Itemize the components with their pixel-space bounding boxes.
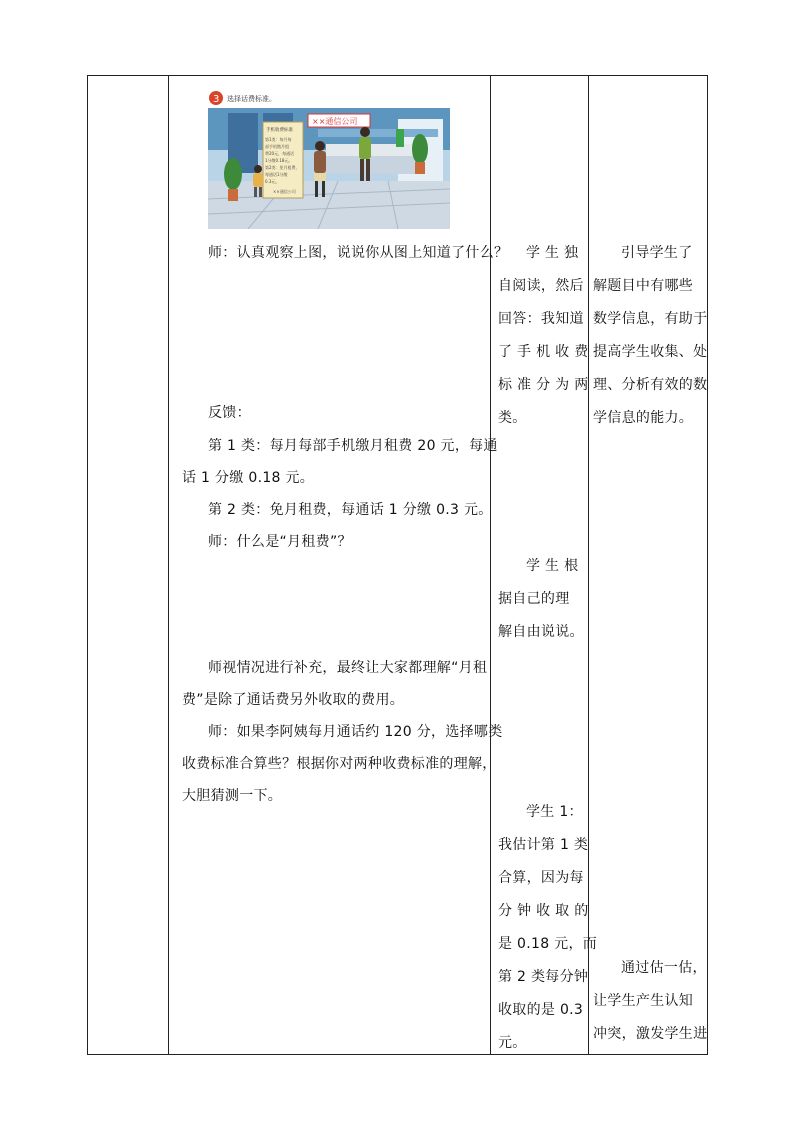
teacher-supplement-line2: 费”是除了通话费另外收取的费用。 (182, 692, 405, 708)
student-activity-cell (496, 76, 598, 1054)
svg-text:费20元，每通话: 费20元，每通话 (265, 151, 295, 156)
teacher-question-3-line1: 师：如果李阿姨每月通话约 120 分，选择哪类 (208, 724, 503, 740)
teacher-question-2: 师：什么是“月租费”？ (208, 534, 352, 550)
student-response-c-line: 元。 (498, 1035, 527, 1051)
svg-text:1分缴0.18元。: 1分缴0.18元。 (265, 158, 293, 163)
tariff-illustration (208, 89, 450, 229)
teacher-question-3-line2: 收费标准合算些？根据你对两种收费标准的理解， (182, 756, 497, 772)
student-response-c-line: 第 2 类每分钟 (498, 969, 589, 985)
company-sign: ××通信公司 (312, 117, 358, 126)
svg-text:0.3元。: 0.3元。 (265, 179, 280, 184)
design-intent-a-line: 解题目中有哪些 (593, 278, 694, 294)
student-response-c-line: 我估计第 1 类 (498, 837, 589, 853)
design-intent-b-line: 通过估一估， (621, 960, 707, 976)
student-response-a-line: 学 生 独 (526, 245, 579, 261)
feedback-label: 反馈： (208, 405, 251, 421)
design-intent-a-line: 理、分析有效的数 (593, 377, 708, 393)
teacher-supplement-line1: 师视情况进行补充，最终让大家都理解“月租 (208, 660, 488, 676)
student-response-c-line: 学生 1： (526, 804, 583, 820)
design-intent-cell (593, 76, 707, 1054)
design-intent-a-line: 提高学生收集、处 (593, 344, 708, 360)
student-response-c-line: 合算，因为每 (498, 870, 584, 886)
column-divider (490, 76, 491, 1054)
svg-text:第2类：免月租费，: 第2类：免月租费， (265, 165, 300, 170)
design-intent-b-line: 冲突，激发学生进 (593, 1026, 708, 1042)
student-response-a-line: 了 手 机 收 费 (498, 344, 589, 360)
figure-caption: 选择话费标准。 (227, 95, 276, 103)
teacher-question-1: 师：认真观察上图，说说你从图上知道了什么？ (208, 245, 509, 261)
svg-text:手机收费标准: 手机收费标准 (266, 128, 293, 133)
svg-text:第1类：每月每: 第1类：每月每 (265, 137, 292, 142)
design-intent-a-line: 引导学生了 (621, 245, 693, 261)
lesson-table (87, 75, 708, 1055)
student-response-a-line: 自阅读，然后 (498, 278, 584, 294)
feedback-type1-line2: 话 1 分缴 0.18 元。 (182, 470, 315, 486)
student-response-b-line: 学 生 根 (526, 558, 579, 574)
student-response-a-line: 类。 (498, 410, 527, 426)
svg-text:××通信公司: ××通信公司 (273, 189, 296, 194)
design-intent-b-line: 让学生产生认知 (593, 993, 694, 1009)
column-divider (168, 76, 169, 1054)
feedback-type2: 第 2 类：免月租费，每通话 1 分缴 0.3 元。 (208, 502, 493, 518)
teacher-question-3-line3: 大胆猜测一下。 (182, 788, 283, 804)
student-response-a-line: 回答：我知道 (498, 311, 584, 327)
svg-text:部手机缴月租: 部手机缴月租 (265, 144, 289, 149)
student-response-c-line: 收取的是 0.3 (498, 1002, 584, 1018)
badge-number: 3 (213, 94, 220, 105)
student-response-c-line: 是 0.18 元，而 (498, 936, 598, 952)
student-response-a-line: 标 准 分 为 两 (498, 377, 589, 393)
design-intent-a-line: 数学信息，有助于 (593, 311, 708, 327)
student-response-b-line: 据自己的理 (498, 591, 570, 607)
student-response-b-line: 解自由说说。 (498, 624, 584, 640)
feedback-type1-line1: 第 1 类：每月每部手机缴月租费 20 元，每通 (208, 438, 498, 454)
student-response-c-line: 分 钟 收 取 的 (498, 903, 589, 919)
teacher-activity-cell (174, 76, 509, 1054)
svg-text:每通话1分缴: 每通话1分缴 (265, 172, 288, 177)
design-intent-a-line: 学信息的能力。 (593, 410, 694, 426)
tariff-board (263, 122, 303, 198)
